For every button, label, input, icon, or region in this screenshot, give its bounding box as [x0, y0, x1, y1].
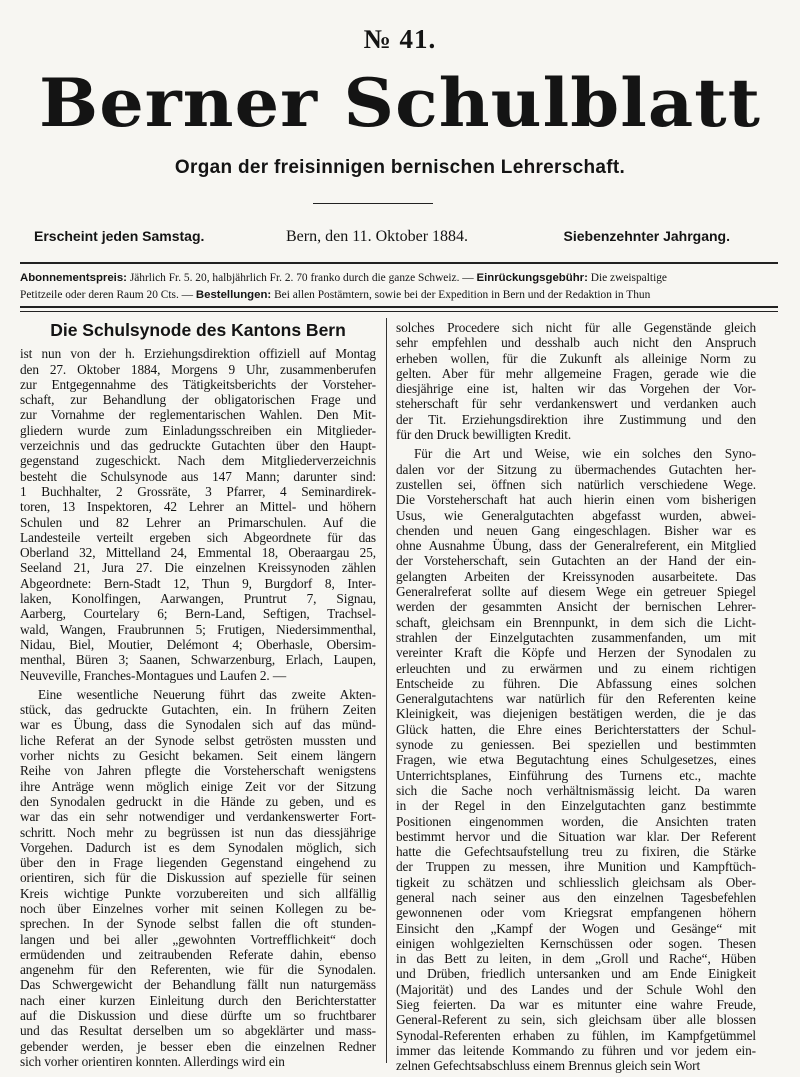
notice-line-2: [20, 287, 780, 304]
issue-number: № 41.: [363, 24, 437, 54]
publication-schedule: Erscheint jeden Samstag.: [34, 228, 205, 244]
text-line: liche Referat an der Synode selbst getrösten mussten und: [20, 732, 376, 748]
text-line: der Tit. Erziehungsdirektion ihre Zustimmung und den: [396, 411, 756, 427]
text-line: sprechen. In der Synode selbst fallen die oft stunden-: [20, 916, 376, 932]
info-line: [24, 228, 776, 250]
text-line: chenden und neuen Gang eingeschlagen. Bisher war es: [396, 522, 756, 538]
text-line: dalen vor der Sitzung zu übermachendes Gutachten her-: [396, 461, 756, 477]
text-line: angenehm für den Referenten, wie für die Synodalen.: [20, 962, 376, 978]
best-text: Bei allen Postämtern, sowie bei der Expedition in Bern und der Redaktion in Thun: [271, 289, 651, 301]
text-line: war das ein sehr notwendiger und verdankenswerter Fort-: [20, 809, 376, 825]
abo-text: Jährlich Fr. 5. 20, halbjährlich Fr. 2. 70 franko durch die ganze Schweiz. —: [126, 272, 477, 284]
text-line: bestimmt hervor und die Situation war klar. Der Referent: [396, 828, 756, 844]
volume-year: Siebenzehnter Jahrgang.: [563, 228, 730, 244]
text-line: tigkeit zu schätzen und schliesslich gleichsam als Ober-: [396, 874, 756, 890]
subtitle: Organ der freisinnigen bernischen Lehrerschaft.: [174, 157, 626, 178]
text-line: der Truppen zu messen, ihre Munition und Kampftüch-: [396, 859, 756, 875]
text-line: hatte die Gefechtsaufstellung treu zu fixiren, die Stärke: [396, 844, 756, 860]
text-line: sich vorher orientiren konnten. Allerdings wird ein: [20, 1053, 285, 1069]
text-line: zur Vornahme der reglementarischen Wahlen. Den Mit-: [20, 407, 376, 423]
notice-line2-text: Petitzeile oder deren Raum 20 Cts. —: [20, 289, 196, 301]
issue-date: Bern, den 11. Oktober 1884.: [286, 228, 469, 245]
text-line: ihre Anträge wenn möglich einige Zeit vor der Sitzung: [20, 778, 376, 794]
notice-bottom-rule-thin: [20, 311, 778, 312]
text-line: solches Procedere sich nicht für alle Gegenstände gleich: [396, 320, 756, 335]
text-line: vereinter Kraft die Köpfe und Herzen der Synodalen zu: [396, 645, 756, 661]
text-line: Usus, wie Generalgutachten abgefasst wurden, abwei-: [396, 507, 756, 523]
masthead-title: Berner Schulblatt: [39, 64, 761, 142]
text-line: erheben wollen, für die Zukunft als alleinige Norm zu: [396, 350, 756, 366]
text-line: sich die Sache noch verhältnismässig leicht. Da waren: [396, 782, 756, 798]
text-line: für den Druck bewilligten Kredit.: [396, 427, 572, 443]
article-title: Die Schulsynode des Kantons Bern: [50, 320, 346, 340]
text-line: und Drüben, friedlich untersanken und am Ende Einigkeit: [396, 966, 756, 982]
text-line: gelangten Arbeiten der Kreissynoden ausarbeitete. Das: [396, 568, 756, 584]
text-line: gegenstand zugeschickt. Nach dem Mitgliederverzeichnis: [20, 453, 376, 469]
text-line: Aarberg, Courtelary 6; Bern-Land, Seftigen, Trachsel-: [20, 606, 376, 622]
text-line: immer das leitende Kommando zu führen und vor jedem ein-: [396, 1042, 756, 1058]
text-line: Entscheide zu führen. Die Abfassung eines solchen: [396, 675, 756, 691]
text-line: Positionen eingenommen worden, die Ansichten traten: [396, 813, 756, 829]
text-line: zur Entgegennahme des Tätigkeitsberichts der Vorsteher-: [20, 376, 376, 392]
text-line: Generalreferat sollte auf diesem Wege ein getreuer Spiegel: [396, 584, 756, 600]
column-divider: [386, 318, 387, 1063]
text-line: Landesteile verteilt ergeben sich Abgeordnete für das: [20, 529, 376, 545]
text-line: ermüdenden und zeitraubenden Referate dahin, ebenso: [20, 946, 376, 962]
text-line: in der Regel in den Einzelgutachten ganz bestimmte: [396, 798, 756, 814]
text-line: Kreis wichtige Punkte vorzubereiten und sich allfällig: [20, 885, 376, 901]
text-line: den 27. Oktober 1884, Morgens 9 Uhr, zusammenberufen: [20, 361, 376, 377]
text-line: den Synodalen gedruckt in die Hände zu geben, und es: [20, 793, 376, 809]
text-line: General-Referent zu sein, sich gleichsam über alle blossen: [396, 1012, 756, 1028]
text-line: zustellen sei, öffnen sich natürlich verschiedene Wege.: [396, 476, 756, 492]
text-line: vorher nichts zu Gesicht bekamen. Seit einem längern: [20, 748, 376, 764]
text-line: Seeland 21, Jura 27. Die einzelnen Kreissynoden zählen: [20, 560, 376, 576]
text-line: sehr empfehlen und desshalb auch nicht den Anspruch: [396, 335, 756, 351]
notice-top-rule: [20, 262, 778, 264]
best-label: Bestellungen:: [195, 289, 272, 301]
text-line: steherschaft für sehr verdankenswert und verdanken auch: [396, 396, 756, 412]
text-line: über den in Frage liegenden Gegenstand eingehend zu: [20, 855, 376, 871]
text-line: toren, 13 Inspektoren, 42 Lehrer an Mittel- und höhern: [20, 499, 376, 515]
text-line: gewonnenen oder vom Kriegsrat empfangenen höhern: [396, 905, 756, 921]
text-line: noch über Einzelnes vorher mit seinen Kollegen zu be-: [20, 900, 376, 916]
text-line: Eine wesentliche Neuerung führt das zweite Akten-: [38, 686, 376, 702]
text-line: diesjährige eine ist, halten wir das Vorgehen der Vor-: [396, 381, 756, 397]
text-line: stück, das gedruckte Gutachten, ein. In frühern Zeiten: [20, 702, 376, 718]
text-line: ist nun von der h. Erziehungsdirektion offiziell auf Montag: [20, 346, 376, 362]
text-line: werden der gesammten Ansicht der bernischen Lehrer-: [396, 599, 756, 615]
text-line: (Majorität) und des Landes und der Schule Wohl den: [396, 981, 756, 997]
text-line: gelten. Aber für mehr allgemeine Fragen, gerade wie die: [396, 365, 756, 381]
abo-label: Abonnementspreis:: [20, 272, 127, 284]
text-line: 1 Buchhalter, 2 Grossräte, 3 Pfarrer, 4 Seminardirek-: [20, 483, 376, 499]
text-line: besteht die Schulsynode aus 147 Mann; darunter sind:: [20, 468, 376, 484]
text-line: erleuchten und zu erwärmen und zu einem richtigen: [396, 660, 756, 676]
text-line: nach einer kurzen Einleitung durch den Berichterstatter: [20, 992, 376, 1008]
text-line: Vorgehen. Dadurch ist es dem Synodalen möglich, sich: [20, 839, 376, 855]
text-line: verzeichnis und das gedruckte Gutachten über den Haupt-: [20, 438, 376, 454]
text-line: schritt. Noch mehr zu begrüssen ist nun das diessjährige: [20, 824, 376, 840]
notice-bottom-rule: [20, 306, 778, 308]
right-column-text: [396, 320, 756, 1074]
text-line: und das Resultat derselben um so abgeklärter und mass-: [20, 1023, 376, 1039]
article-right-column: [396, 320, 756, 1074]
text-line: synode zu geniessen. Bei speziellen und bestimmten: [396, 737, 756, 753]
text-line: laken, Konolfingen, Aarwangen, Pruntrut 7, Signau,: [20, 591, 376, 607]
text-line: Fragen, wie etwa Begutachtung eines Schulgesetzes, eines: [396, 752, 756, 768]
text-line: einigen wohlgezielten Kernschüssen oder sogen. Thesen: [396, 935, 756, 951]
text-line: Reihe von Jahren pflegte die Vorsteherschaft wenigstens: [20, 763, 376, 779]
text-line: zelnen Gefechtsabschluss einem Brennus gleich sein Wort: [396, 1058, 701, 1074]
text-line: schaft, zur Behandlung der obligatorischen Frage und: [20, 392, 376, 408]
title-divider: [313, 203, 433, 204]
einr-text: Die zweispaltige: [587, 272, 667, 284]
text-line: der Vorsteherschaft, sein Gutachten an der Hand der ein-: [396, 553, 756, 569]
text-line: Neuveville, Franches-Montagues und Laufen 2. —: [20, 667, 287, 683]
text-line: gebender werden, je besser eben die einzelnen Redner: [20, 1038, 376, 1054]
text-line: auf die Diskussion und diese dürfte um so fruchtbarer: [20, 1008, 376, 1024]
einr-label: Einrückungsgebühr:: [476, 272, 588, 284]
text-line: ohne Ausnahme Übung, dass der Generalreferent, ein Mitglied: [396, 538, 756, 554]
article-left-column: [20, 320, 376, 1069]
subscription-notice: [20, 270, 780, 304]
text-line: Glück hatten, die Ehre eines Berichterstatters der Schul-: [396, 721, 756, 737]
text-line: Schulen und 82 Lehrer an Primarschulen. Auf die: [20, 514, 376, 530]
text-line: orientiren, sich für die Diskussion auf spezielle für seinen: [20, 870, 376, 886]
text-line: Unterrichtsplanes, Einführung des Turnens etc., machte: [396, 767, 756, 783]
text-line: Generalgutachtens war natürlich für den Referenten keine: [396, 691, 756, 707]
text-line: Nidau, Biel, Moutier, Delémont 4; Oberhasle, Obersim-: [20, 636, 376, 652]
text-line: war es Übung, dass die Synodalen sich auf das münd-: [20, 717, 376, 733]
text-line: Das Schwergewicht der Behandlung fällt nun naturgemäss: [20, 977, 376, 993]
notice-line-1: [20, 270, 780, 287]
text-line: Synodal-Referenten erhaben zu fühlen, im Kampfgetümmel: [396, 1027, 756, 1043]
text-line: schaft, gleichsam ein Brennpunkt, in dem sich die Licht-: [396, 614, 756, 630]
text-line: in das Bett zu leiten, in dem „Groll und Rache“, Hüben: [396, 951, 756, 967]
text-line: Für die Art und Weise, wie ein solches den Syno-: [414, 446, 756, 462]
text-line: langen und bei aller „gewohnten Vortrefflichkeit“ doch: [20, 931, 376, 947]
left-column-text: [20, 346, 376, 1069]
text-line: Abgeordnete: Bern-Stadt 12, Thun 9, Burgdorf 8, Inter-: [20, 575, 376, 591]
text-line: Kleinigkeit, was diejenigen bestätigen werden, die je das: [396, 706, 756, 722]
text-line: Oberland 32, Mittelland 24, Emmental 18, Oberaargau 25,: [20, 545, 376, 561]
text-line: Einsicht den „Kampf der Wogen und Gesänge“ mit: [396, 920, 756, 936]
text-line: gliedern wurde zum Einladungsschreiben ein Mitglieder-: [20, 422, 376, 438]
text-line: Sieg feierten. Da war es mitunter eine wahre Freude,: [396, 997, 756, 1013]
text-line: general nach seiner aus den einzelnen Tagesbefehlen: [396, 889, 756, 905]
text-line: menthal, Büren 3; Saanen, Schwarzenburg, Erlach, Laupen,: [20, 652, 376, 668]
text-line: wald, Wangen, Fraubrunnen 5; Frutigen, Niedersimmenthal,: [20, 621, 376, 637]
text-line: strahlen der Einzelgutachten zusammenfanden, um mit: [396, 629, 756, 645]
text-line: Die Vorsteherschaft hat auch hierin einen vom bisherigen: [396, 492, 756, 508]
